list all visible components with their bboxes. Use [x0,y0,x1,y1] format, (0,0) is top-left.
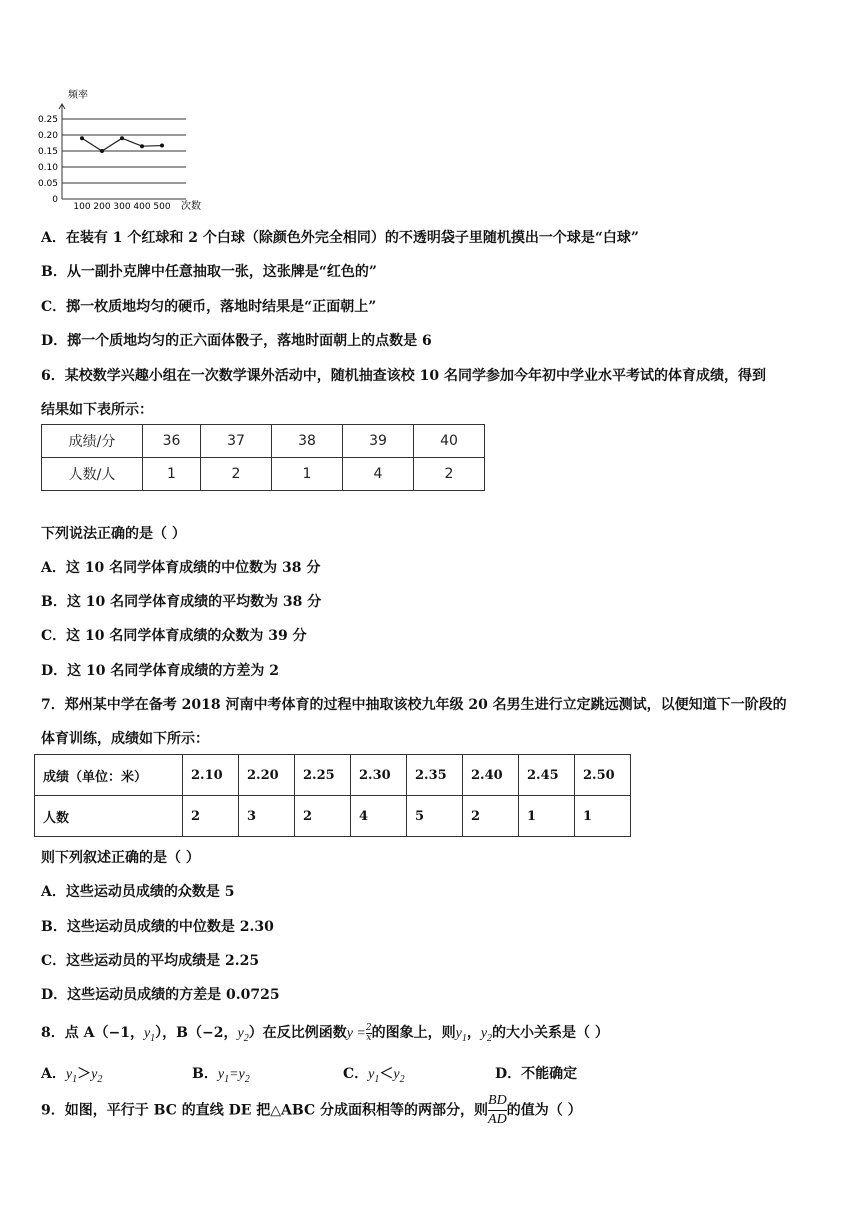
q8-var-y: y [368,1067,375,1082]
table-cell: 2 [414,458,485,491]
q8-relation: ＜ [379,1066,394,1082]
q7-question: 则下列叙述正确的是（ ） [41,850,200,866]
q8-sub: 1 [374,1073,380,1085]
q8-var-y: y [238,1067,245,1082]
q7-stem-line2: 体育训练，成绩如下所示： [41,731,209,747]
chart-x-tick-label: 500 [153,202,171,212]
table-cell: 人数/人 [42,458,143,491]
table-cell: 4 [343,458,414,491]
chart-data-point [120,136,124,140]
chart-grid [59,104,186,199]
q8-var-y: y [143,1026,151,1041]
chart-x-tick-label: 400 [133,202,151,212]
chart-x-tick-label: 200 [93,202,111,212]
q8-text-part: 8．点 A（−1， [41,1025,144,1041]
table-cell: 2.45 [519,755,575,796]
table-row [42,425,485,458]
q8-var-y: y [480,1026,488,1041]
table-cell: 5 [407,796,463,837]
q8-var-y: y [393,1067,400,1082]
q9-text-part: 的值为（ ） [506,1102,582,1119]
q9-text-part: 9．如图，平行于 BC 的直线 DE 把△ABC 分成面积相等的两部分，则 [41,1102,489,1119]
q8-option-a [41,1063,102,1085]
chart-y-ticks [38,115,58,205]
table-cell: 2 [463,796,519,837]
q5-option-b: B．从一副扑克牌中任意抽取一张，这张牌是“红色的” [41,264,377,280]
q8-function-lhs: y = [346,1026,366,1041]
table-cell: 1 [575,796,631,837]
q6-option-d: D．这 10 名同学体育成绩的方差为 2 [41,663,279,679]
table-cell: 36 [143,425,201,458]
chart-x-ticks [73,202,170,212]
q7-option-a: A．这些运动员成绩的众数是 5 [41,884,235,900]
q8-sub: 2 [244,1073,250,1085]
q8-text-part: ），B（−2， [155,1025,238,1041]
chart-y-axis-label: 频率 [68,90,88,101]
q8-sub: 2 [399,1073,405,1085]
q8-var-y: y [237,1026,244,1041]
chart-x-tick-label: 300 [113,202,131,212]
table-cell: 2.10 [183,755,239,796]
chart-series [80,136,164,153]
table-cell: 2.20 [239,755,295,796]
q8-stem [41,1022,609,1044]
q6-question: 下列说法正确的是（ ） [41,526,186,542]
q6-option-b: B．这 10 名同学体育成绩的平均数为 38 分 [41,594,322,610]
q8-option-d: D．不能确定 [495,1066,578,1082]
table-cell: 37 [201,425,272,458]
q8-sub: 1 [150,1032,156,1044]
chart-y-tick-label: 0.20 [37,131,58,141]
q8-option-label: C． [343,1066,369,1082]
q8-sub: 1 [461,1032,467,1044]
q5-option-d: D．掷一个质地均匀的正六面体骰子，落地时面朝上的点数是 6 [41,333,432,349]
chart-data-point [100,149,104,153]
q8-sub: 2 [243,1032,249,1044]
chart-y-tick-label: 0.05 [37,179,58,189]
table-cell: 成绩/分 [42,425,143,458]
q8-sub: 2 [487,1032,493,1044]
q8-var-y: y [65,1067,73,1082]
table-cell: 40 [414,425,485,458]
q9-fraction [488,1092,507,1129]
q8-sub: 2 [97,1073,103,1085]
q7-score-table [34,754,631,837]
chart-y-tick-label: 0.10 [37,163,58,173]
q8-option-label: B． [192,1066,218,1082]
q8-var-y: y [217,1067,225,1082]
table-cell: 2.50 [575,755,631,796]
q8-fraction-numerator: 2 [365,1022,372,1033]
table-row [35,796,631,837]
table-cell: 3 [239,796,295,837]
table-cell: 1 [272,458,343,491]
q8-text-part: 的大小关系是（ ） [492,1025,609,1041]
q5-option-c: C．掷一枚质地均匀的硬币，落地时结果是“正面朝上” [41,299,377,315]
table-cell: 38 [272,425,343,458]
table-cell: 成绩（单位：米） [35,755,183,796]
q8-text-part: ）在反比例函数 [248,1025,347,1041]
q9-fraction-numerator: BD [488,1092,507,1111]
q8-var-y: y [91,1067,98,1082]
table-cell: 2.40 [463,755,519,796]
q8-option-label: A． [41,1066,66,1082]
chart-y-tick-label: 0 [52,195,58,205]
q6-option-c: C．这 10 名同学体育成绩的众数为 39 分 [41,628,307,644]
table-cell: 2.35 [407,755,463,796]
q8-option-c [343,1063,405,1085]
q8-option-b [192,1063,250,1085]
frequency-line-chart [36,86,216,216]
table-cell: 2 [295,796,351,837]
q6-stem-line1: 6．某校数学兴趣小组在一次数学课外活动中，随机抽查该校 10 名同学参加今年初中学业水平考试的体育成绩，得到 [41,368,766,384]
chart-y-tick-label: 0.15 [37,147,58,157]
table-cell: 39 [343,425,414,458]
table-cell: 人数 [35,796,183,837]
table-cell: 2 [183,796,239,837]
q8-relation: = [229,1067,239,1082]
table-cell: 4 [351,796,407,837]
q7-option-d: D．这些运动员成绩的方差是 0.0725 [41,987,280,1003]
q9-fraction-denominator: AD [488,1112,507,1127]
q9-stem [41,1092,582,1129]
table-row [42,458,485,491]
chart-data-point [160,144,164,148]
q8-sub: 1 [72,1073,78,1085]
q6-stem-line2: 结果如下表所示： [41,402,153,418]
q7-option-c: C．这些运动员的平均成绩是 2.25 [41,953,260,969]
q8-sub: 1 [224,1073,230,1085]
chart-x-axis-label: 次数 [181,201,201,212]
q6-option-a: A．这 10 名同学体育成绩的中位数为 38 分 [41,560,321,576]
chart-data-point [140,144,144,148]
q8-fraction-denominator: x [366,1032,372,1043]
q8-relation: ＞ [77,1066,92,1082]
table-cell: 2.30 [351,755,407,796]
q8-text-part: 的图象上，则 [371,1025,456,1041]
q6-score-table [41,424,485,491]
table-cell: 2 [201,458,272,491]
table-cell: 1 [519,796,575,837]
table-row [35,755,631,796]
chart-y-tick-label: 0.25 [37,115,58,125]
q5-option-a: A．在装有 1 个红球和 2 个白球（除颜色外完全相同）的不透明袋子里随机摸出一个球是“白球” [41,230,639,246]
table-cell: 2.25 [295,755,351,796]
chart-data-point [80,136,84,140]
q7-stem-line1: 7．郑州某中学在备考 2018 河南中考体育的过程中抽取该校九年级 20 名男生进行立定跳远测试，以便知道下一阶段的 [41,697,787,713]
q7-option-b: B．这些运动员成绩的中位数是 2.30 [41,919,274,935]
q8-text-part: ， [466,1025,481,1041]
chart-x-tick-label: 100 [73,202,91,212]
table-cell: 1 [143,458,201,491]
q8-var-y: y [455,1026,462,1041]
